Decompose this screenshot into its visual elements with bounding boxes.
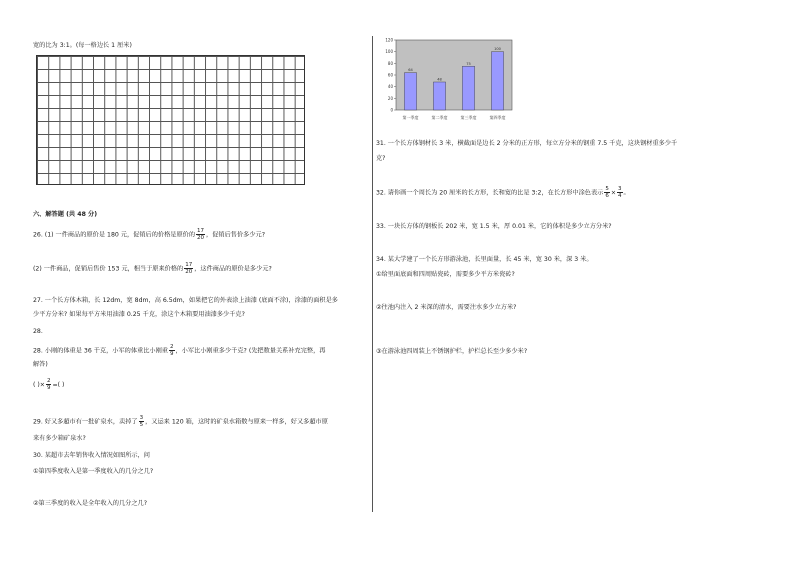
quarterly-income-chart [376, 36, 526, 130]
question-30: 30. 某超市去年销售收入情况如图所示，问 [33, 452, 150, 459]
y-tick-label: 120 [385, 37, 393, 43]
fraction: $\frac{2}{9}$ [170, 344, 174, 357]
y-tick-label: 0 [390, 107, 393, 113]
y-tick-label: 60 [387, 72, 393, 78]
question-32: 32. 请你画一个周长为 20 厘米的长方形，长和宽的比是 3:2，在长方形中涂色表示 $\frac{5}{6}$ × $\frac{3}{4}$ 。 [376, 186, 630, 199]
y-tick-label: 40 [387, 84, 393, 90]
fraction: $\frac{3}{4}$ [618, 186, 622, 199]
bar [404, 73, 416, 110]
grid-caption: 宽的比为 3:1。(每一格边长 1 厘米) [33, 42, 132, 49]
data-label: 100 [494, 47, 501, 52]
question-30-1: ①第四季度收入是第一季度收入的几分之几? [33, 468, 154, 475]
question-33: 33. 一块长方体的钢板长 202 米，宽 1.5 米，厚 0.01 米，它的体积是多少立方分米? [376, 223, 612, 230]
x-tick-label: 第四季度 [489, 115, 506, 120]
question-34-3: ③在游泳池四周装上不锈钢护栏，护栏总长至少多少米? [376, 348, 528, 355]
question-29-line1: 29. 好又多超市有一批矿泉水，卖掉了 $\frac{3}{5}$ ，又运来 120 箱，这时的矿泉水箱数与原来一样多，好又多超市原 [33, 415, 328, 428]
data-label: 75 [466, 61, 471, 66]
y-tick-label: 20 [387, 95, 393, 101]
x-tick-label: 第一季度 [402, 115, 419, 120]
question-26-1: 26. (1) 一件商品的原价是 180 元，促销后的价格是原价的 $\frac{17}{20}$ ，促销后售价多少元? [33, 228, 266, 241]
section-title: 六、解答题 (共 48 分) [33, 211, 98, 218]
question-29-line2: 来有多少箱矿泉水? [33, 435, 86, 442]
question-28-number: 28. [33, 328, 43, 335]
column-divider [372, 36, 373, 512]
question-30-2: ②第三季度的收入是全年收入的几分之几? [33, 500, 148, 507]
question-34: 34. 某大学建了一个长方形游泳池，长里面量，长 45 米，宽 30 米，深 3 米。 [376, 256, 593, 263]
bar [491, 52, 503, 110]
x-tick-label: 第三季度 [460, 115, 477, 120]
question-26-2: (2) 一件商品，促销后售价 153 元，相当于原来价格的 $\frac{17}{20}$ ，这件商品的原价是多少元? [33, 262, 272, 275]
question-28-blanks: ( )× $\frac{2}{9}$ =( ) [33, 378, 65, 391]
question-28-line2: 解答) [33, 361, 48, 368]
fraction: $\frac{3}{5}$ [139, 415, 144, 428]
question-28-line1: 28. 小刚的体重是 36 千克，小军的体重比小刚重 $\frac{2}{9}$ ，小军比小刚重多少千克? (先把数量关系补充完整，再 [33, 344, 326, 357]
x-tick-label: 第二季度 [431, 115, 448, 120]
question-31-line1: 31. 一个长方体钢材长 3 米，横截面是边长 2 分米的正方形，每立方分米的钢重 7.5 千克，这块钢材重多少千 [376, 140, 678, 147]
question-34-1: ①给里面底面和四周贴瓷砖，需要多少平方米瓷砖? [376, 271, 515, 278]
fraction: $\frac{2}{9}$ [46, 378, 51, 391]
question-27-line1: 27. 一个长方体木箱，长 12dm，宽 8dm，高 6.5dm，如果把它的外表涂上油漆 (底面不涂)，涂漆的面积是多 [33, 297, 338, 304]
data-label: 48 [437, 77, 442, 82]
fraction: $\frac{17}{20}$ [185, 262, 193, 275]
fraction: $\frac{5}{6}$ [605, 186, 609, 199]
question-31-line2: 克? [376, 155, 386, 162]
y-tick-label: 100 [385, 49, 393, 55]
bar [433, 82, 445, 110]
drawing-grid [36, 55, 305, 185]
data-label: 64 [408, 68, 413, 73]
y-tick-label: 80 [387, 60, 393, 66]
bar [462, 66, 474, 110]
question-34-2: ②往池内注入 2 米深的清水，需要注水多少立方米? [376, 304, 517, 311]
question-27-line2: 少平方分米? 如果每平方米用油漆 0.25 千克，涂这个木箱要用油漆多少千克? [33, 311, 245, 318]
fraction: $\frac{17}{20}$ [197, 228, 205, 241]
